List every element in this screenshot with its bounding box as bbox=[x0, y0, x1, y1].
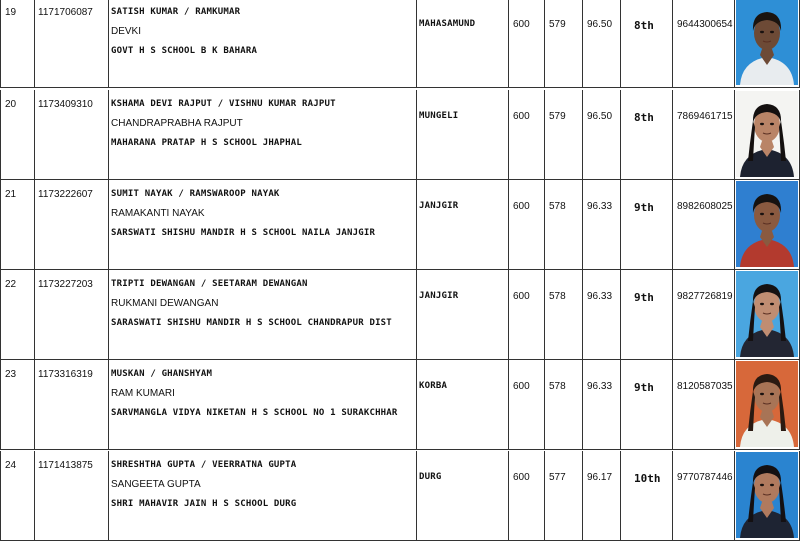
percent-cell bbox=[582, 360, 620, 450]
phone-number: 8120587035 bbox=[677, 381, 733, 392]
rank-cell bbox=[620, 360, 672, 450]
serial-number: 23 bbox=[5, 369, 17, 380]
student-photo bbox=[736, 271, 798, 357]
obtained-marks: 579 bbox=[549, 19, 566, 30]
student-photo bbox=[736, 181, 798, 267]
mother-name: DEVKI bbox=[111, 26, 142, 37]
student-photo bbox=[736, 361, 798, 447]
total-marks: 600 bbox=[513, 381, 530, 392]
phone-cell bbox=[672, 0, 734, 88]
phone-number: 9827726819 bbox=[677, 291, 733, 302]
district-cell bbox=[416, 270, 508, 360]
roll-number: 1173222607 bbox=[38, 189, 93, 200]
roll-number: 1173409310 bbox=[38, 99, 93, 110]
percentage: 96.33 bbox=[587, 291, 613, 302]
phone-number: 7869461715 bbox=[677, 111, 733, 122]
phone-cell bbox=[672, 180, 734, 270]
total-cell bbox=[508, 360, 544, 450]
merit-rank: 10th bbox=[634, 472, 661, 485]
district-name: KORBA bbox=[419, 381, 448, 391]
total-marks: 600 bbox=[513, 201, 530, 212]
district-name: MUNGELI bbox=[419, 111, 459, 121]
obtained-cell bbox=[544, 180, 582, 270]
total-cell bbox=[508, 451, 544, 541]
student-father-name: SATISH KUMAR / RAMKUMAR bbox=[111, 7, 241, 17]
mother-name: RUKMANI DEWANGAN bbox=[111, 298, 219, 309]
district-name: JANJGIR bbox=[419, 291, 459, 301]
school-name: SHRI MAHAVIR JAIN H S SCHOOL DURG bbox=[111, 499, 297, 509]
mother-name: RAMAKANTI NAYAK bbox=[111, 208, 205, 219]
obtained-marks: 579 bbox=[549, 111, 566, 122]
mother-name: CHANDRAPRABHA RAJPUT bbox=[111, 118, 243, 129]
student-photo bbox=[736, 91, 798, 177]
obtained-marks: 578 bbox=[549, 201, 566, 212]
district-name: DURG bbox=[419, 472, 442, 482]
table-row bbox=[0, 451, 800, 541]
percent-cell bbox=[582, 451, 620, 541]
merit-rank: 8th bbox=[634, 111, 654, 124]
total-cell bbox=[508, 180, 544, 270]
obtained-marks: 578 bbox=[549, 291, 566, 302]
rank-cell bbox=[620, 180, 672, 270]
phone-number: 9770787446 bbox=[677, 472, 733, 483]
percent-cell bbox=[582, 0, 620, 88]
phone-cell bbox=[672, 360, 734, 450]
percentage: 96.33 bbox=[587, 201, 613, 212]
school-name: SARASWATI SHISHU MANDIR H S SCHOOL CHANDRAPUR DIST bbox=[111, 318, 392, 328]
obtained-cell bbox=[544, 451, 582, 541]
merit-rank: 9th bbox=[634, 381, 654, 394]
student-father-name: SUMIT NAYAK / RAMSWAROOP NAYAK bbox=[111, 189, 280, 199]
merit-rank: 9th bbox=[634, 201, 654, 214]
rank-cell bbox=[620, 90, 672, 180]
merit-rank: 8th bbox=[634, 19, 654, 32]
table-row bbox=[0, 0, 800, 88]
table-row bbox=[0, 90, 800, 180]
school-name: SARVMANGLA VIDYA NIKETAN H S SCHOOL NO 1 SURAKCHHAR bbox=[111, 408, 398, 418]
mother-name: RAM KUMARI bbox=[111, 388, 175, 399]
rank-cell bbox=[620, 270, 672, 360]
phone-cell bbox=[672, 451, 734, 541]
student-photo bbox=[736, 452, 798, 538]
percentage: 96.33 bbox=[587, 381, 613, 392]
obtained-marks: 577 bbox=[549, 472, 566, 483]
percent-cell bbox=[582, 90, 620, 180]
total-marks: 600 bbox=[513, 291, 530, 302]
rank-cell bbox=[620, 451, 672, 541]
roll-number: 1173227203 bbox=[38, 279, 93, 290]
phone-number: 8982608025 bbox=[677, 201, 733, 212]
percentage: 96.50 bbox=[587, 19, 613, 30]
serial-number: 22 bbox=[5, 279, 17, 290]
student-father-name: SHRESHTHA GUPTA / VEERRATNA GUPTA bbox=[111, 460, 297, 470]
mother-name: SANGEETA GUPTA bbox=[111, 479, 201, 490]
student-photo bbox=[736, 0, 798, 85]
serial-number: 24 bbox=[5, 460, 17, 471]
total-marks: 600 bbox=[513, 472, 530, 483]
district-cell bbox=[416, 180, 508, 270]
roll-number: 1171413875 bbox=[38, 460, 93, 471]
obtained-cell bbox=[544, 360, 582, 450]
district-cell bbox=[416, 0, 508, 88]
total-cell bbox=[508, 90, 544, 180]
merit-rank: 9th bbox=[634, 291, 654, 304]
school-name: GOVT H S SCHOOL B K BAHARA bbox=[111, 46, 258, 56]
student-father-name: MUSKAN / GHANSHYAM bbox=[111, 369, 213, 379]
percentage: 96.50 bbox=[587, 111, 613, 122]
school-name: SARSWATI SHISHU MANDIR H S SCHOOL NAILA JANJGIR bbox=[111, 228, 376, 238]
district-cell bbox=[416, 451, 508, 541]
district-cell bbox=[416, 90, 508, 180]
table-row bbox=[0, 180, 800, 270]
total-cell bbox=[508, 0, 544, 88]
serial-number: 19 bbox=[5, 7, 17, 18]
school-name: MAHARANA PRATAP H S SCHOOL JHAPHAL bbox=[111, 138, 303, 148]
phone-cell bbox=[672, 270, 734, 360]
obtained-cell bbox=[544, 90, 582, 180]
student-father-name: KSHAMA DEVI RAJPUT / VISHNU KUMAR RAJPUT bbox=[111, 99, 336, 109]
total-marks: 600 bbox=[513, 19, 530, 30]
total-marks: 600 bbox=[513, 111, 530, 122]
percentage: 96.17 bbox=[587, 472, 613, 483]
phone-cell bbox=[672, 90, 734, 180]
district-cell bbox=[416, 360, 508, 450]
percent-cell bbox=[582, 180, 620, 270]
obtained-marks: 578 bbox=[549, 381, 566, 392]
district-name: MAHASAMUND bbox=[419, 19, 476, 29]
rank-cell bbox=[620, 0, 672, 88]
serial-number: 21 bbox=[5, 189, 17, 200]
student-father-name: TRIPTI DEWANGAN / SEETARAM DEWANGAN bbox=[111, 279, 308, 289]
obtained-cell bbox=[544, 270, 582, 360]
obtained-cell bbox=[544, 0, 582, 88]
district-name: JANJGIR bbox=[419, 201, 459, 211]
roll-number: 1173316319 bbox=[38, 369, 93, 380]
total-cell bbox=[508, 270, 544, 360]
table-row bbox=[0, 270, 800, 360]
serial-number: 20 bbox=[5, 99, 17, 110]
table-row bbox=[0, 360, 800, 450]
roll-number: 1171706087 bbox=[38, 7, 93, 18]
phone-number: 9644300654 bbox=[677, 19, 733, 30]
percent-cell bbox=[582, 270, 620, 360]
